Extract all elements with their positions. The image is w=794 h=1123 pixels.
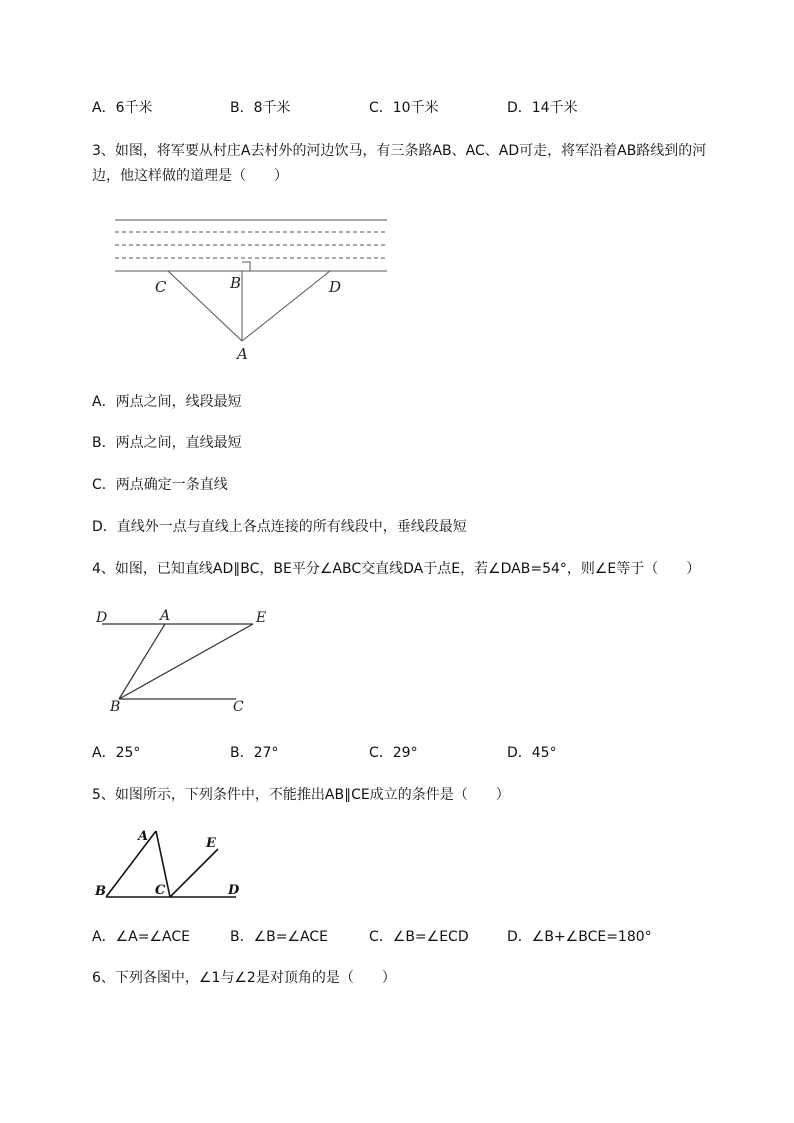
q3-question-line1: 3、如图，将军要从村庄A去村外的河边饮马，有三条路AB、AC、AD可走，将军沿着AB路线到的河 <box>92 143 707 159</box>
q3-label-a: A <box>237 345 248 363</box>
q3-label-c: C <box>155 278 167 296</box>
q4-question: 4、如图，已知直线AD∥BC，BE平分∠ABC交直线DA于点E，若∠DAB=54°，则∠E等于（ ） <box>92 561 701 577</box>
q4-option-a: A．25° <box>92 745 141 761</box>
q4-label-b: B <box>110 699 121 715</box>
q5-label-b: B <box>95 884 106 899</box>
q4-label-c: C <box>233 699 244 715</box>
q5-label-a: A <box>138 829 149 844</box>
q5-label-e: E <box>206 836 216 851</box>
q2-option-d: D．14千米 <box>507 100 578 116</box>
q3-question-line2: 边，他这样做的道理是（ ） <box>92 168 288 184</box>
q4-label-a: A <box>160 608 171 624</box>
q3-option-c: C．两点确定一条直线 <box>92 477 228 493</box>
q4-label-d: D <box>96 610 108 626</box>
q5-option-a: A．∠A=∠ACE <box>92 929 190 945</box>
q5-option-d: D．∠B+∠BCE=180° <box>507 929 652 945</box>
q5-options <box>92 927 732 947</box>
q6-question: 6、下列各图中，∠1与∠2是对顶角的是（ ） <box>92 970 396 986</box>
q2-option-c: C．10千米 <box>369 100 439 116</box>
q3-label-d: D <box>329 278 342 296</box>
q3-option-b: B．两点之间，直线最短 <box>92 435 242 451</box>
q3-label-b: B <box>230 274 242 292</box>
q4-label-e: E <box>256 610 267 626</box>
q4-option-c: C．29° <box>369 745 418 761</box>
q5-question: 5、如图所示，下列条件中，不能推出AB∥CE成立的条件是（ ） <box>92 787 510 803</box>
q5-option-b: B．∠B=∠ACE <box>230 929 328 945</box>
q5-label-d: D <box>228 883 240 898</box>
q2-option-b: B．8千米 <box>230 100 291 116</box>
q3-option-a: A．两点之间，线段最短 <box>92 394 242 410</box>
q5-option-c: C．∠B=∠ECD <box>369 929 469 945</box>
q4-option-d: D．45° <box>507 745 557 761</box>
q4-option-b: B．27° <box>230 745 279 761</box>
q2-option-a: A．6千米 <box>92 100 153 116</box>
q5-label-c: C <box>155 883 166 898</box>
q3-option-d: D．直线外一点与直线上各点连接的所有线段中，垂线段最短 <box>92 519 467 535</box>
